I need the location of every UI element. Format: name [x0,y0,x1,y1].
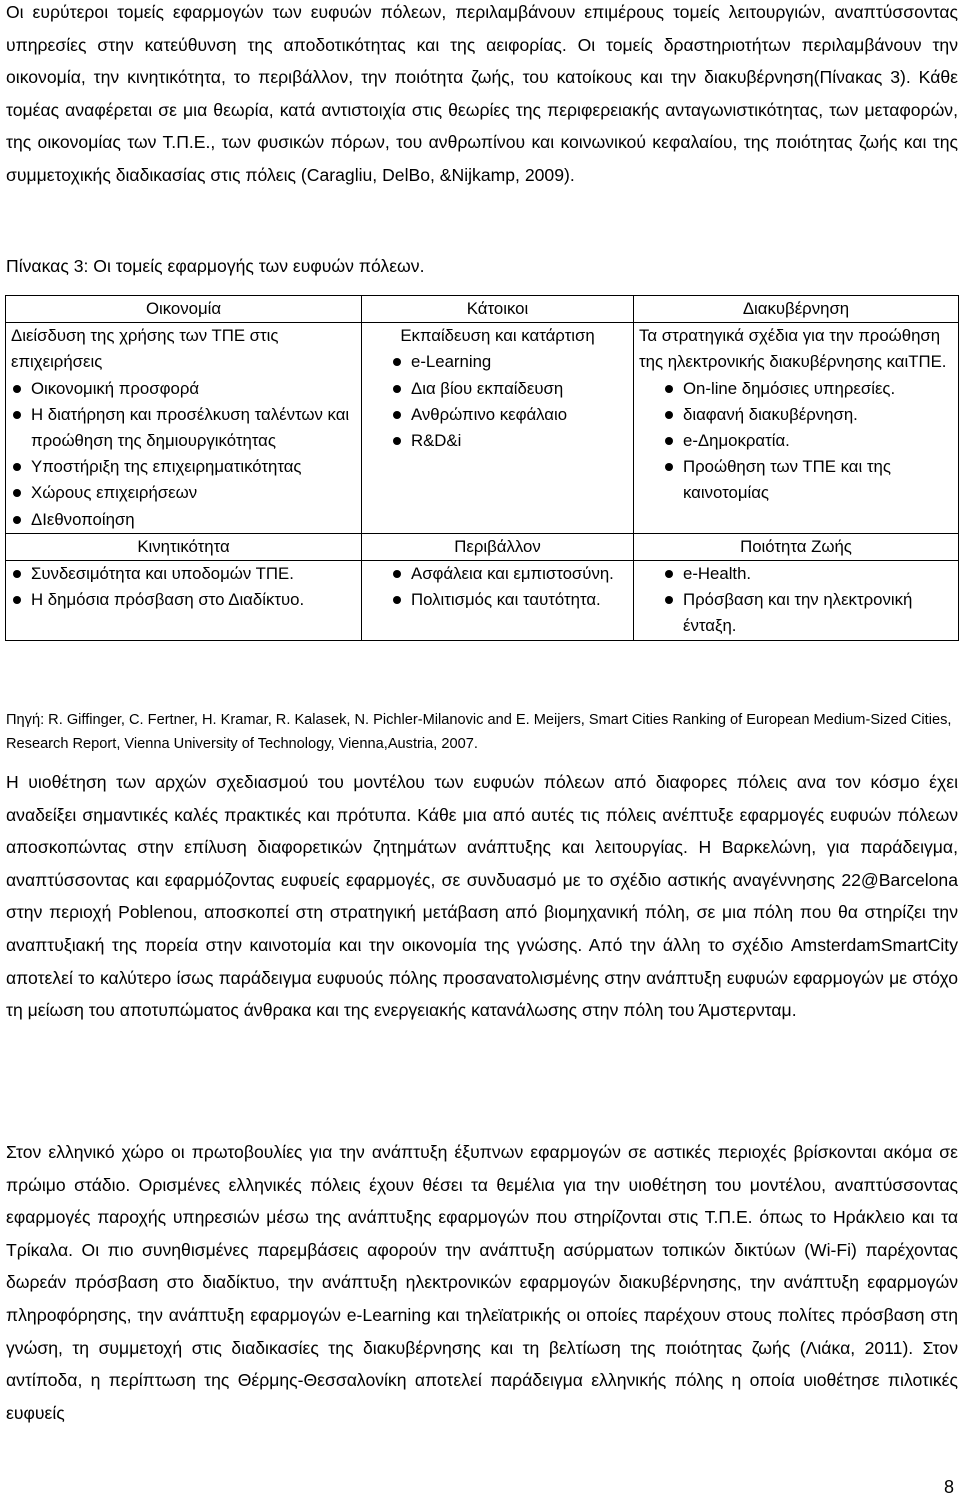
environment-list [367,561,628,613]
list-item: Η δημόσια πρόσβαση στο Διαδίκτυο. [11,587,356,613]
governance-intro: Τα στρατηγικά σχέδια για την προώθηση της ηλεκτρονικής διακυβέρνησης καιΤΠΕ. [639,326,947,372]
governance-cell [634,323,959,534]
environment-cell [362,561,634,641]
list-item: Ανθρώπινο κεφάλαιο [367,402,628,428]
list-item: Συνδεσιμότητα και υποδομών ΤΠΕ. [11,561,356,587]
list-item: Η διατήρηση και προσέλκυση ταλέντων και προώθηση της δημιουργικότητας [11,402,356,454]
list-item: Πρόσβαση και την ηλεκτρονική ένταξη. [639,587,953,639]
residents-list [367,349,628,454]
list-item: διαφανή διακυβέρνηση. [639,402,953,428]
header-environment: Περιβάλλον [362,533,634,560]
list-item: Προώθηση των ΤΠΕ και της καινοτομίας [639,454,953,506]
economy-intro: Διείσδυση της χρήσης των ΤΠΕ στις επιχειρήσεις [11,326,279,372]
page-number: 8 [943,1477,954,1497]
list-item: e-Δημοκρατία. [639,428,953,454]
residents-cell [362,323,634,534]
smart-city-sectors-table [5,295,959,641]
header-economy: Οικονομία [6,296,362,323]
barcelona-paragraph: Η υιοθέτηση των αρχών σχεδιασμού του μοντέλου των ευφυών πόλεων από διαφορες πόλεις ανα τον κόσμο έχει αναδείξει σημαντικές καλές πρακτικές και πρότυπα. Κάθε μια από αυτές τις πόλεις ανέπτυξε εφαρμογές ευφυών πόλεων αποσκοπώντας στην επίλυση διαφορετικών ζητημάτων ανάπτυξης και λειτουργίας. Η Βαρκελώνη, για παράδειγμα, αναπτύσσοντας και εφαρμόζοντας ευφυείς εφαρμογές, σε συνδυασμό με το σχέδιο αστικής αναγέννησης 22@Barcelona στην περιοχή Poblenou, αποσκοπεί στη στρατηγική μετάβαση από βιομηχανική πόλη, σε μια πόλη που θα στηρίζει την αναπτυξιακή της πορεία στην καινοτομία και την οικονομία της γνώσης. Από την άλλη το σχέδιο AmsterdamSmartCity αποτελεί το καλύτερο ίσως παράδειγμα ευφυούς πόλης προσανατολισμένης στην ανάπτυξη ευφυών εφαρμογών με στόχο τη μείωση του αποτυπώματος άνθρακα και της ενεργειακής κατανάλωσης στην πόλη του Άμστερνταμ. [6,772,958,1021]
header-quality-of-life: Ποιότητα Ζωής [634,533,959,560]
table-source: Πηγή: R. Giffinger, C. Fertner, H. Kramar, R. Kalasek, N. Pichler-Milanovic and E. Meijers, Smart Cities Ranking of European Medium-Sized Cities, Research Report, Vienna University of Technology, Vienna,Austria, 2007. [6,712,952,752]
table-caption: Πίνακας 3: Οι τομείς εφαρμογής των ευφυών πόλεων. [6,256,425,276]
list-item: Δια βίου εκπαίδευση [367,376,628,402]
list-item: Χώρους επιχειρήσεων [11,480,356,506]
header-residents: Κάτοικοι [362,296,634,323]
header-mobility: Κινητικότητα [6,533,362,560]
residents-intro: Εκπαίδευση και κατάρτιση [400,326,595,346]
list-item: ΔΙεθνοποίηση [11,507,356,533]
economy-list [11,376,356,533]
list-item: Πολιτισμός και ταυτότητα. [367,587,628,613]
quality-of-life-cell [634,561,959,641]
greece-paragraph: Στον ελληνικό χώρο οι πρωτοβουλίες για την ανάπτυξη έξυπνων εφαρμογών σε αστικές περιοχές βρίσκονται ακόμα σε πρώιμο στάδιο. Ορισμένες ελληνικές πόλεις έχουν θέσει τα θεμέλια για την υιοθέτηση του μοντέλου, αναπτύσσοντας εφαρμογές παροχής υπηρεσιών μέσω της ανάπτυξης εφαρμογών που στηρίζονται στις Τ.Π.Ε. όπως το Ηράκλειο και τα Τρίκαλα. Οι πιο συνηθισμένες παρεμβάσεις αφορούν την ανάπτυξη ασύρματων τοπικών δικτύων (Wi-Fi) παρέχοντας δωρεάν πρόσβαση στο διαδίκτυο, την ανάπτυξη ηλεκτρονικών εφαρμογών διακυβέρνησης, την ανάπτυξη εφαρμογών πληροφόρησης, την ανάπτυξη εφαρμογών e-Learning και τηλεϊατρικής οι οποίες παρέχουν στους πολίτες πρόσβαση στη γνώση, τη συμμετοχή στις διαδικασίες της διακυβέρνησης και τη βελτίωση της ποιότητας ζωής (Λιάκα, 2011). Στον αντίποδα, η περίπτωση της Θέρμης-Θεσσαλονίκη αποτελεί παράδειγμα ελληνικής πόλης η οποία υιοθέτησε πιλοτικές ευφυείς [6,1142,958,1423]
mobility-list [11,561,356,613]
governance-list [639,376,953,507]
list-item: e-Learning [367,349,628,375]
quality-of-life-list [639,561,953,640]
list-item: On-line δημόσιες υπηρεσίες. [639,376,953,402]
list-item: Οικονομική προσφορά [11,376,356,402]
table-header-row [6,296,959,323]
intro-paragraph: Οι ευρύτεροι τομείς εφαρμογών των ευφυών πόλεων, περιλαμβάνουν επιμέρους τομείς λειτουργιών, αναπτύσσοντας υπηρεσίες στην κατεύθυνση της αποδοτικότητας και της αειφορίας. Οι τομείς δραστηριοτήτων περιλαμβάνουν την οικονομία, την κινητικότητα, το περιβάλλον, την ποιότητα ζωής, του κατοίκους και την διακυβέρνηση(Πίνακας 3). Κάθε τομέας αναφέρεται σε μια θεωρία, κατά αντιστοιχία στις θεωρίες της περιφερειακής ανταγωνιστικότητας, των μεταφορών, της οικονομίας των Τ.Π.Ε., των φυσικών πόρων, του ανθρωπίνου και κοινωνικού κεφαλαίου, της ποιότητας ζωής και της συμμετοχικής διαδικασίας στις πόλεις (Caragliu, DelBo, &Nijkamp, 2009). [6,2,958,185]
list-item: Ασφάλεια και εμπιστοσύνη. [367,561,628,587]
list-item: Υποστήριξη της επιχειρηματικότητας [11,454,356,480]
list-item: R&D&i [367,428,628,454]
list-item: e-Health. [639,561,953,587]
table-row [6,323,959,534]
economy-cell [6,323,362,534]
header-governance: Διακυβέρνηση [634,296,959,323]
table-row [6,561,959,641]
table-header-row [6,533,959,560]
mobility-cell [6,561,362,641]
